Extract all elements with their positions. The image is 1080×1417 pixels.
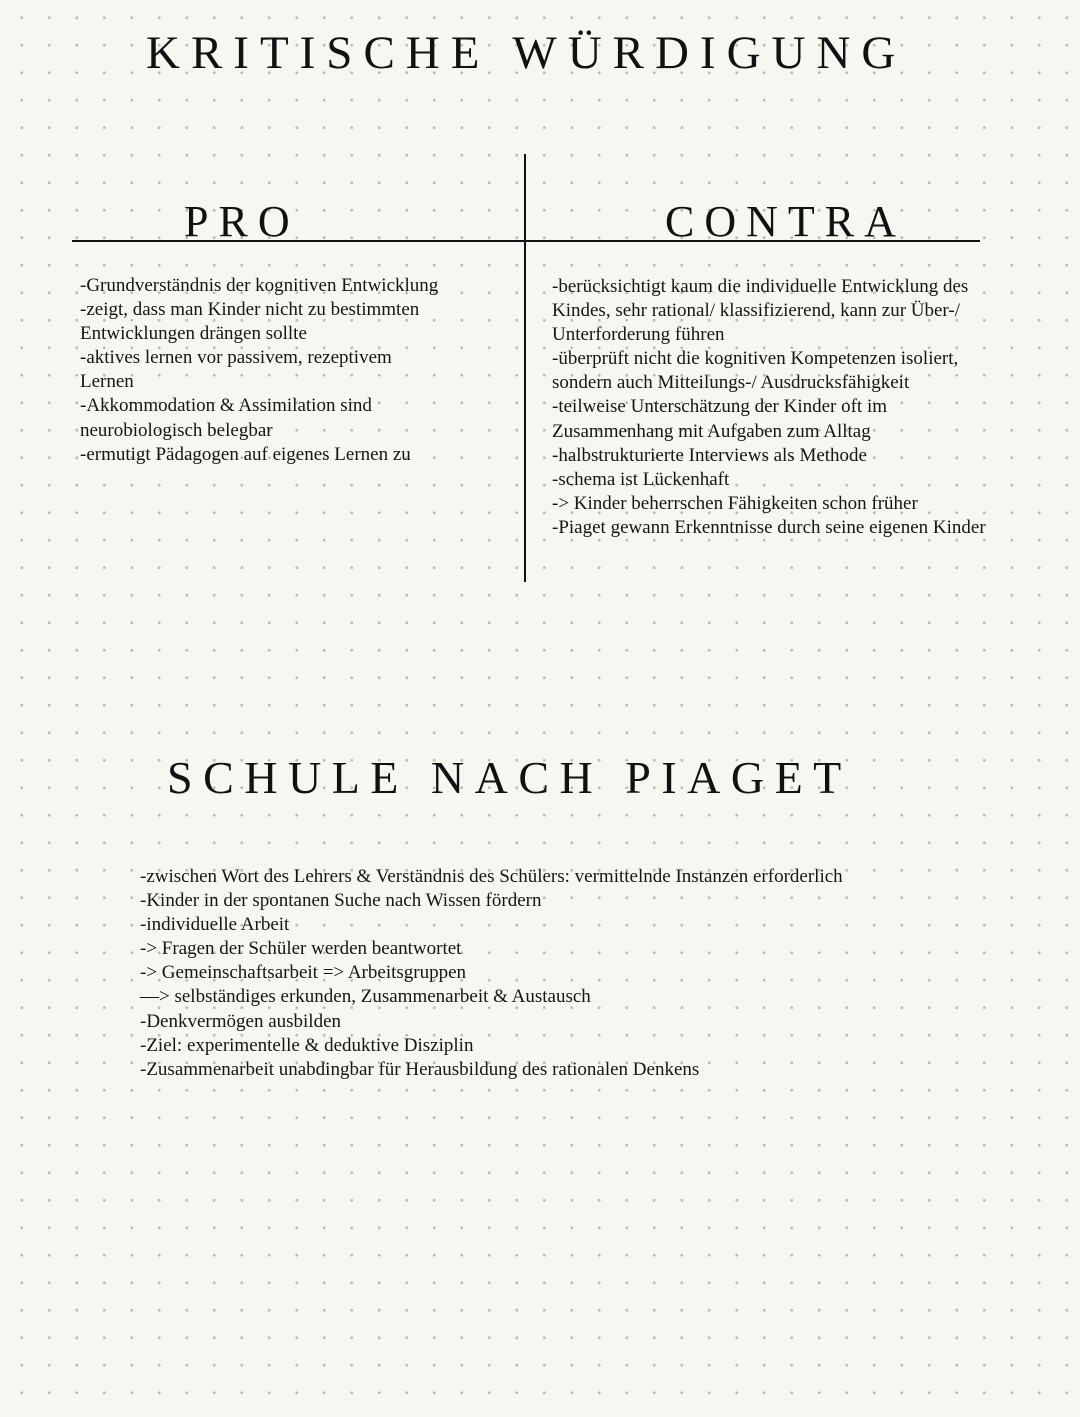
pro-line: -zeigt, dass man Kinder nicht zu bestimmten xyxy=(80,299,420,321)
school-line: -> Fragen der Schüler werden beantwortet xyxy=(140,938,462,960)
contra-line: sondern auch Mitteilungs-/ Ausdrucksfähigkeit xyxy=(552,372,910,394)
pro-line: Entwicklungen drängen sollte xyxy=(80,323,307,345)
pro-line: -ermutigt Pädagogen auf eigenes Lernen zu xyxy=(80,443,411,465)
contra-line: Kindes, sehr rational/ klassifizierend, kann zur Über-/ xyxy=(552,300,960,322)
pro-line: -Grundverständnis der kognitiven Entwicklung xyxy=(80,275,439,296)
school-line: -Ziel: experimentelle & deduktive Disziplin xyxy=(140,1034,474,1056)
school-line: —> selbständiges erkunden, Zusammenarbeit & Austausch xyxy=(140,986,591,1008)
page-title: KRITISCHE WÜRDIGUNG xyxy=(146,27,907,79)
contra-list xyxy=(552,275,986,540)
column-divider-vertical xyxy=(524,154,526,582)
contra-line: -Piaget gewann Erkenntnisse durch seine eigenen Kinder xyxy=(552,516,986,538)
pro-list xyxy=(80,274,438,467)
pro-line: Lernen xyxy=(80,371,134,393)
pro-line: neurobiologisch belegbar xyxy=(80,419,273,441)
school-line: -Denkvermögen ausbilden xyxy=(140,1010,342,1032)
contra-line: Zusammenhang mit Aufgaben zum Alltag xyxy=(552,420,871,442)
school-heading: SCHULE NACH PIAGET xyxy=(167,752,852,803)
school-line: -Kinder in der spontanen Suche nach Wissen fördern xyxy=(140,890,542,912)
contra-line: -schema ist Lückenhaft xyxy=(552,468,730,490)
pro-line: -Akkommodation & Assimilation sind xyxy=(80,395,372,417)
pro-line: -aktives lernen vor passivem, rezeptivem xyxy=(80,347,392,369)
school-line: -zwischen Wort des Lehrers & Verständnis des Schülers: vermittelnde Instanzen erforderlich xyxy=(140,866,843,887)
contra-line: -teilweise Unterschätzung der Kinder oft im xyxy=(552,396,888,418)
contra-line: -halbstrukturierte Interviews als Methode xyxy=(552,444,867,466)
pro-heading: PRO xyxy=(184,197,300,246)
school-list xyxy=(140,865,843,1082)
contra-heading: CONTRA xyxy=(665,197,906,246)
contra-line: Unterforderung führen xyxy=(552,324,725,346)
contra-line: -berücksichtigt kaum die individuelle Entwicklung des xyxy=(552,276,969,297)
school-line: -> Gemeinschaftsarbeit => Arbeitsgruppen xyxy=(140,962,467,984)
contra-line: -überprüft nicht die kognitiven Kompetenzen isoliert, xyxy=(552,348,959,370)
contra-line: -> Kinder beherrschen Fähigkeiten schon früher xyxy=(552,492,918,514)
school-line: -individuelle Arbeit xyxy=(140,914,290,936)
school-line: -Zusammenarbeit unabdingbar für Herausbildung des rationalen Denkens xyxy=(140,1058,700,1080)
